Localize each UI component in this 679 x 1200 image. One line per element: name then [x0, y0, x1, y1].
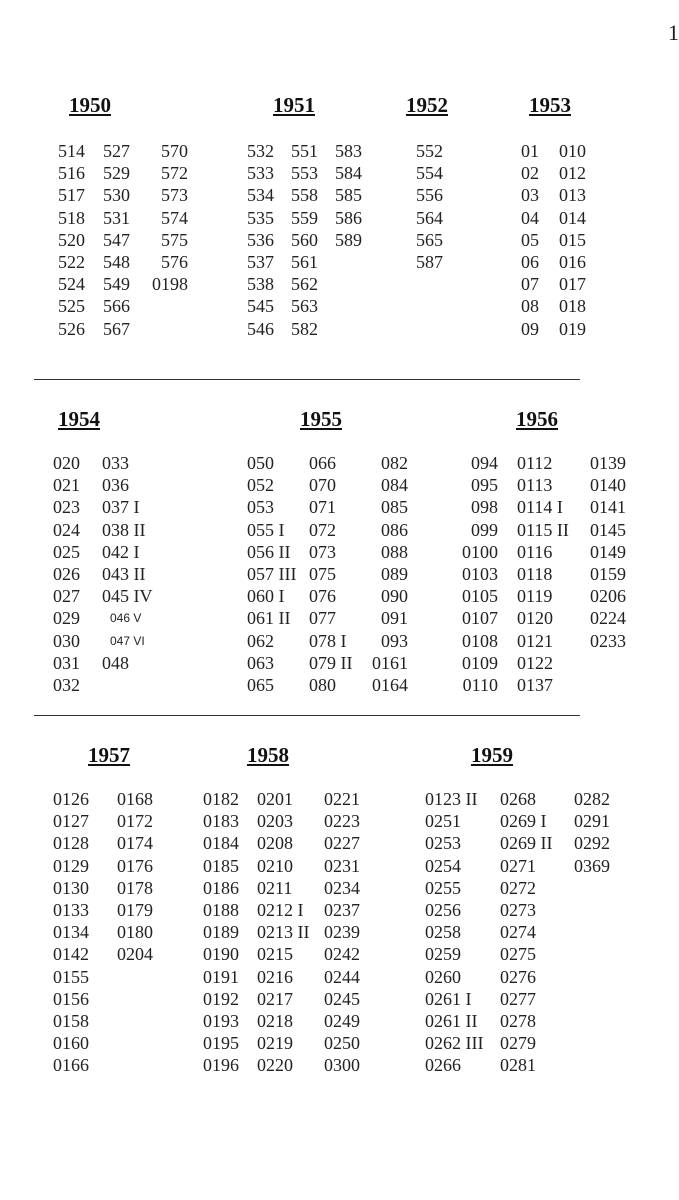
number-entry: 012	[559, 163, 586, 184]
number-entry: 030	[53, 630, 80, 651]
number-entry: 03	[521, 185, 539, 206]
number-entry: 0223	[324, 811, 360, 832]
number-entry: 586	[335, 207, 362, 228]
number-entry: 0259	[425, 944, 461, 965]
number-entry: 01	[521, 141, 539, 161]
number-entry: 533	[247, 163, 274, 184]
number-entry: 0250	[324, 1033, 360, 1054]
number-entry: 517	[58, 185, 85, 206]
year-heading-1957: 1957	[88, 743, 130, 767]
number-entry: 562	[291, 274, 318, 295]
number-entry: 094	[471, 453, 498, 473]
number-entry: 584	[335, 163, 362, 184]
number-entry: 085	[381, 497, 408, 518]
number-entry: 0266	[425, 1055, 461, 1076]
number-entry: 549	[103, 274, 130, 295]
number-entry: 055 I	[247, 519, 285, 540]
number-entry: 098	[471, 497, 498, 518]
number-entry: 0122	[517, 652, 553, 673]
number-column	[335, 140, 362, 251]
number-entry: 0166	[53, 1055, 89, 1076]
number-entry: 0140	[590, 475, 626, 496]
number-entry: 093	[381, 630, 408, 651]
number-entry: 0208	[257, 833, 293, 854]
number-entry: 0261 I	[425, 988, 472, 1009]
year-heading-1954: 1954	[58, 407, 100, 431]
number-entry: 551	[291, 141, 318, 161]
number-entry: 046 V	[110, 611, 142, 626]
number-column	[146, 140, 188, 295]
number-entry: 075	[309, 563, 336, 584]
number-entry: 019	[559, 318, 586, 339]
number-entry: 043 II	[102, 563, 146, 584]
number-column	[247, 452, 296, 696]
number-entry: 0216	[257, 966, 293, 987]
year-heading-1951: 1951	[273, 93, 315, 117]
number-column	[521, 140, 539, 340]
page-number: 1	[668, 20, 679, 45]
number-entry: 088	[381, 541, 408, 562]
number-entry: 056 II	[247, 541, 291, 562]
number-entry: 060 I	[247, 586, 285, 607]
number-entry: 0109	[462, 652, 498, 673]
number-entry: 045 IV	[102, 586, 153, 607]
number-entry: 016	[559, 251, 586, 272]
number-entry: 0220	[257, 1055, 293, 1076]
number-entry: 525	[58, 296, 85, 317]
number-entry: 0174	[117, 833, 153, 854]
number-entry: 548	[103, 251, 130, 272]
section-divider	[34, 715, 580, 716]
number-entry: 0271	[500, 855, 536, 876]
number-entry: 0113	[517, 475, 553, 496]
number-entry: 0188	[203, 899, 239, 920]
number-entry: 0262 III	[425, 1033, 484, 1054]
number-entry: 559	[291, 207, 318, 228]
number-entry: 0161	[372, 652, 408, 673]
number-entry: 017	[559, 274, 586, 295]
number-entry: 0249	[324, 1010, 360, 1031]
number-entry: 583	[335, 141, 362, 161]
number-entry: 07	[521, 274, 539, 295]
number-entry: 0217	[257, 988, 293, 1009]
number-entry: 0159	[590, 563, 626, 584]
number-entry: 0253	[425, 833, 461, 854]
number-entry: 065	[247, 674, 274, 695]
number-entry: 084	[381, 475, 408, 496]
number-entry: 0179	[117, 899, 153, 920]
number-entry: 0110	[462, 674, 498, 695]
number-column	[58, 140, 85, 340]
number-entry: 0203	[257, 811, 293, 832]
number-entry: 020	[53, 453, 80, 473]
number-entry: 572	[161, 163, 188, 184]
number-column	[257, 788, 310, 1076]
number-column	[500, 788, 553, 1076]
number-entry: 554	[416, 163, 443, 184]
number-entry: 0242	[324, 944, 360, 965]
number-entry: 0245	[324, 988, 360, 1009]
number-column	[291, 140, 318, 340]
number-entry: 071	[309, 497, 336, 518]
number-entry: 0231	[324, 855, 360, 876]
number-entry: 013	[559, 185, 586, 206]
number-entry: 0142	[53, 944, 89, 965]
number-entry: 524	[58, 274, 85, 295]
number-entry: 091	[381, 608, 408, 629]
number-entry: 031	[53, 652, 80, 673]
number-entry: 575	[161, 229, 188, 250]
number-entry: 0145	[590, 519, 626, 540]
number-entry: 0160	[53, 1033, 89, 1054]
number-entry: 0189	[203, 922, 239, 943]
year-heading-1956: 1956	[516, 407, 558, 431]
number-entry: 0180	[117, 922, 153, 943]
number-entry: 0176	[117, 855, 153, 876]
number-column	[416, 140, 443, 273]
number-entry: 0292	[574, 833, 610, 854]
number-entry: 566	[103, 296, 130, 317]
year-heading-1958: 1958	[247, 743, 289, 767]
number-entry: 061 II	[247, 608, 291, 629]
number-column	[324, 788, 360, 1076]
number-entry: 0234	[324, 877, 360, 898]
number-column	[53, 452, 80, 696]
number-entry: 0184	[203, 833, 239, 854]
number-entry: 0100	[462, 541, 498, 562]
number-entry: 079 II	[309, 652, 353, 673]
number-column	[247, 140, 274, 340]
number-entry: 530	[103, 185, 130, 206]
number-entry: 0193	[203, 1010, 239, 1031]
number-entry: 050	[247, 453, 274, 473]
number-entry: 032	[53, 674, 80, 695]
number-entry: 0274	[500, 922, 536, 943]
number-entry: 066	[309, 453, 336, 473]
number-entry: 023	[53, 497, 80, 518]
number-entry: 0210	[257, 855, 293, 876]
number-column	[452, 452, 498, 696]
number-entry: 529	[103, 163, 130, 184]
number-column	[559, 140, 586, 340]
number-entry: 0137	[517, 674, 553, 695]
number-entry: 0196	[203, 1055, 239, 1076]
number-entry: 563	[291, 296, 318, 317]
number-entry: 585	[335, 185, 362, 206]
number-entry: 014	[559, 207, 586, 228]
number-entry: 036	[102, 475, 129, 496]
number-entry: 0123 II	[425, 789, 478, 809]
number-entry: 0155	[53, 966, 89, 987]
number-entry: 560	[291, 229, 318, 250]
number-entry: 0276	[500, 966, 536, 987]
number-entry: 099	[471, 519, 498, 540]
number-entry: 073	[309, 541, 336, 562]
number-entry: 025	[53, 541, 80, 562]
number-column	[517, 452, 569, 696]
year-heading-1959: 1959	[471, 743, 513, 767]
number-entry: 0168	[117, 789, 153, 809]
number-entry: 574	[161, 207, 188, 228]
number-entry: 0114 I	[517, 497, 563, 518]
number-column	[574, 788, 610, 877]
number-entry: 0256	[425, 899, 461, 920]
number-entry: 535	[247, 207, 274, 228]
number-entry: 086	[381, 519, 408, 540]
year-heading-1955: 1955	[300, 407, 342, 431]
number-entry: 534	[247, 185, 274, 206]
number-entry: 0185	[203, 855, 239, 876]
number-entry: 0198	[152, 274, 188, 295]
number-entry: 553	[291, 163, 318, 184]
number-column	[425, 788, 483, 1076]
number-entry: 024	[53, 519, 80, 540]
number-column	[309, 452, 353, 696]
number-entry: 053	[247, 497, 274, 518]
number-entry: 570	[161, 141, 188, 161]
number-entry: 547	[103, 229, 130, 250]
number-entry: 0127	[53, 811, 89, 832]
number-entry: 0190	[203, 944, 239, 965]
number-entry: 546	[247, 318, 274, 339]
number-entry: 0141	[590, 497, 626, 518]
number-entry: 0103	[462, 563, 498, 584]
number-entry: 0221	[324, 789, 360, 809]
number-entry: 0281	[500, 1055, 536, 1076]
number-entry: 0212 I	[257, 899, 304, 920]
number-column	[590, 452, 626, 652]
number-entry: 0129	[53, 855, 89, 876]
number-entry: 0158	[53, 1010, 89, 1031]
number-entry: 070	[309, 475, 336, 496]
number-entry: 05	[521, 229, 539, 250]
number-entry: 010	[559, 141, 586, 161]
number-entry: 0112	[517, 453, 553, 473]
number-entry: 077	[309, 608, 336, 629]
number-entry: 561	[291, 251, 318, 272]
number-entry: 0201	[257, 789, 293, 809]
number-entry: 0178	[117, 877, 153, 898]
number-entry: 0192	[203, 988, 239, 1009]
number-entry: 0204	[117, 944, 153, 965]
number-entry: 532	[247, 141, 274, 161]
number-entry: 090	[381, 586, 408, 607]
number-entry: 0164	[372, 674, 408, 695]
number-entry: 0105	[462, 586, 498, 607]
number-entry: 0219	[257, 1033, 293, 1054]
number-entry: 0156	[53, 988, 89, 1009]
number-entry: 0191	[203, 966, 239, 987]
number-entry: 0273	[500, 899, 536, 920]
number-entry: 0251	[425, 811, 461, 832]
number-entry: 520	[58, 229, 85, 250]
number-entry: 052	[247, 475, 274, 496]
number-entry: 526	[58, 318, 85, 339]
number-entry: 021	[53, 475, 80, 496]
number-entry: 0269 II	[500, 833, 553, 854]
number-entry: 531	[103, 207, 130, 228]
number-entry: 527	[103, 141, 130, 161]
number-entry: 564	[416, 207, 443, 228]
number-entry: 0139	[590, 453, 626, 473]
number-entry: 0258	[425, 922, 461, 943]
number-entry: 02	[521, 163, 539, 184]
number-entry: 0172	[117, 811, 153, 832]
number-entry: 518	[58, 207, 85, 228]
number-entry: 0300	[324, 1055, 360, 1076]
number-entry: 080	[309, 674, 336, 695]
number-entry: 0118	[517, 563, 553, 584]
number-entry: 0237	[324, 899, 360, 920]
number-entry: 047 VI	[110, 633, 145, 648]
number-entry: 0126	[53, 789, 89, 809]
number-entry: 0227	[324, 833, 360, 854]
number-entry: 556	[416, 185, 443, 206]
number-column	[53, 788, 89, 1076]
number-entry: 0268	[500, 789, 536, 809]
number-entry: 0119	[517, 586, 553, 607]
number-entry: 587	[416, 251, 443, 272]
number-entry: 027	[53, 586, 80, 607]
section-divider	[34, 379, 580, 380]
number-entry: 0120	[517, 608, 553, 629]
number-entry: 0116	[517, 541, 553, 562]
number-entry: 0244	[324, 966, 360, 987]
number-entry: 0211	[257, 877, 293, 898]
number-entry: 0107	[462, 608, 498, 629]
number-entry: 063	[247, 652, 274, 673]
number-entry: 576	[161, 251, 188, 272]
year-heading-1953: 1953	[529, 93, 571, 117]
number-entry: 0277	[500, 988, 536, 1009]
number-entry: 0108	[462, 630, 498, 651]
number-entry: 0218	[257, 1010, 293, 1031]
number-entry: 026	[53, 563, 80, 584]
number-entry: 522	[58, 251, 85, 272]
number-entry: 0278	[500, 1010, 536, 1031]
number-entry: 0128	[53, 833, 89, 854]
number-entry: 589	[335, 229, 362, 250]
number-entry: 565	[416, 229, 443, 250]
number-entry: 0291	[574, 811, 610, 832]
number-entry: 538	[247, 274, 274, 295]
number-column	[102, 452, 153, 674]
number-entry: 082	[381, 453, 408, 473]
number-entry: 015	[559, 229, 586, 250]
number-entry: 048	[102, 652, 129, 673]
number-entry: 095	[471, 475, 498, 496]
number-entry: 037 I	[102, 497, 140, 518]
number-column	[366, 452, 408, 696]
number-entry: 0195	[203, 1033, 239, 1054]
number-entry: 0133	[53, 899, 89, 920]
number-entry: 0183	[203, 811, 239, 832]
number-entry: 076	[309, 586, 336, 607]
number-entry: 0134	[53, 922, 89, 943]
number-entry: 0254	[425, 855, 461, 876]
number-entry: 0213 II	[257, 922, 310, 943]
number-entry: 0115 II	[517, 519, 569, 540]
number-entry: 0275	[500, 944, 536, 965]
number-entry: 0182	[203, 789, 239, 809]
number-column	[203, 788, 239, 1076]
number-entry: 06	[521, 251, 539, 272]
number-entry: 0255	[425, 877, 461, 898]
number-entry: 042 I	[102, 541, 140, 562]
number-entry: 0269 I	[500, 811, 547, 832]
number-entry: 0206	[590, 586, 626, 607]
year-heading-1952: 1952	[406, 93, 448, 117]
year-heading-1950: 1950	[69, 93, 111, 117]
number-entry: 0215	[257, 944, 293, 965]
number-entry: 0260	[425, 966, 461, 987]
number-entry: 089	[381, 563, 408, 584]
number-entry: 516	[58, 163, 85, 184]
number-entry: 0369	[574, 855, 610, 876]
number-column	[103, 140, 130, 340]
number-entry: 536	[247, 229, 274, 250]
number-entry: 0282	[574, 789, 610, 809]
number-entry: 0130	[53, 877, 89, 898]
number-entry: 057 III	[247, 563, 297, 584]
number-entry: 08	[521, 296, 539, 317]
number-entry: 0149	[590, 541, 626, 562]
number-entry: 0186	[203, 877, 239, 898]
number-entry: 0239	[324, 922, 360, 943]
number-entry: 033	[102, 453, 129, 473]
number-entry: 09	[521, 318, 539, 339]
number-entry: 0224	[590, 608, 626, 629]
number-entry: 545	[247, 296, 274, 317]
number-column	[117, 788, 153, 966]
number-entry: 078 I	[309, 630, 347, 651]
number-entry: 573	[161, 185, 188, 206]
number-entry: 062	[247, 630, 274, 651]
number-entry: 0261 II	[425, 1010, 478, 1031]
number-entry: 04	[521, 207, 539, 228]
number-entry: 514	[58, 141, 85, 161]
number-entry: 029	[53, 608, 80, 629]
number-entry: 072	[309, 519, 336, 540]
number-entry: 018	[559, 296, 586, 317]
number-entry: 0233	[590, 630, 626, 651]
number-entry: 0272	[500, 877, 536, 898]
number-entry: 537	[247, 251, 274, 272]
number-entry: 0121	[517, 630, 553, 651]
number-entry: 552	[416, 141, 443, 161]
number-entry: 567	[103, 318, 130, 339]
number-entry: 558	[291, 185, 318, 206]
number-entry: 038 II	[102, 519, 146, 540]
number-entry: 582	[291, 318, 318, 339]
number-entry: 0279	[500, 1033, 536, 1054]
